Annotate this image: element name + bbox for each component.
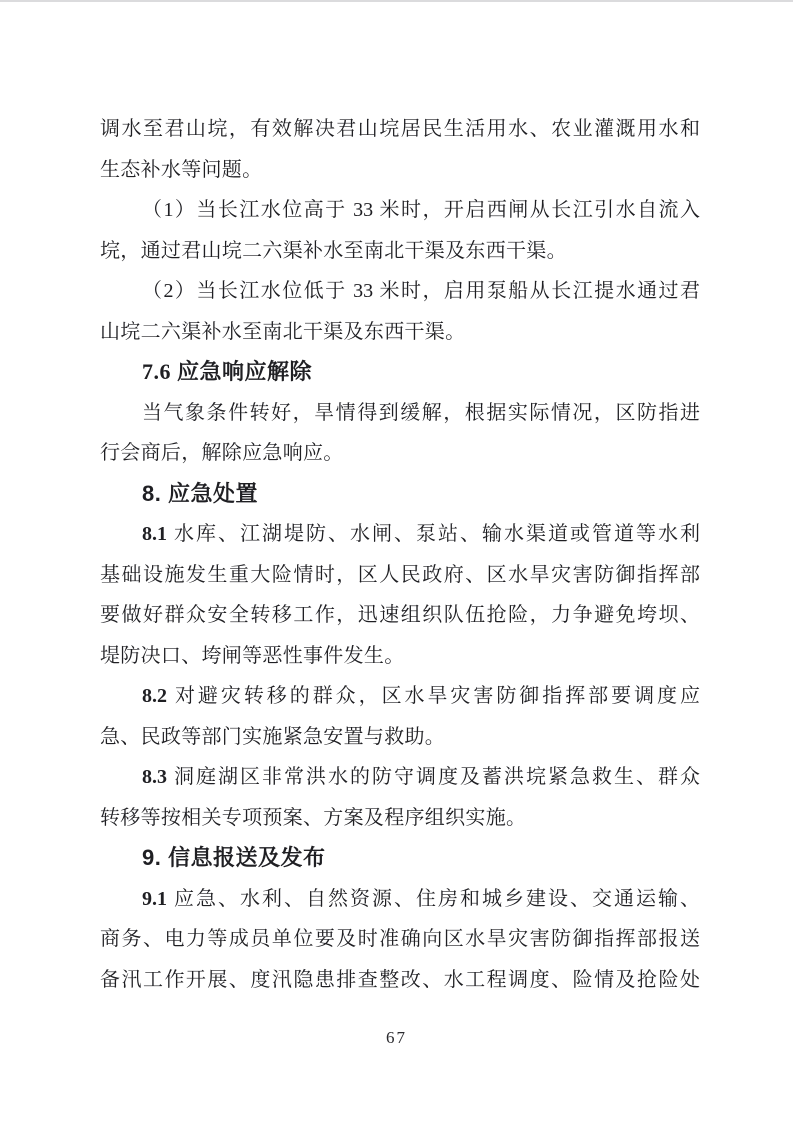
bold-text-run: 8.2 bbox=[142, 685, 167, 707]
text-line bbox=[100, 636, 700, 677]
page-footer bbox=[0, 1028, 793, 1048]
heading-line bbox=[100, 352, 700, 393]
text-line bbox=[100, 150, 700, 191]
text-run: 行会商后，解除应急响应。 bbox=[100, 442, 344, 464]
text-line bbox=[100, 231, 700, 272]
text-run: 垸，通过君山垸二六渠补水至南北干渠及东西干渠。 bbox=[100, 239, 567, 262]
heading-line bbox=[100, 474, 700, 515]
text-run: 基础设施发生重大险情时，区人民政府、区水旱灾害防御指挥部 bbox=[100, 563, 700, 586]
text-run: 调水至君山垸，有效解决君山垸居民生活用水、农业灌溉用水和 bbox=[100, 118, 700, 140]
text-run: 商务、电力等成员单位要及时准确向区水旱灾害防御指挥部报送 bbox=[100, 928, 700, 950]
text-line bbox=[100, 555, 700, 596]
bold-text-run: 8. 应急处置 bbox=[142, 480, 258, 506]
text-run: 当气象条件转好，旱情得到缓解，根据实际情况，区防指进 bbox=[142, 401, 700, 424]
text-line bbox=[100, 393, 700, 434]
text-line bbox=[100, 676, 700, 717]
text-run: 生态补水等问题。 bbox=[100, 158, 263, 181]
text-run: 应急、水利、自然资源、住房和城乡建设、交通运输、 bbox=[167, 887, 700, 910]
heading-line bbox=[100, 838, 700, 879]
text-run: （1）当长江水位高于 33 米时，开启西闸从长江引水自流入 bbox=[142, 199, 700, 221]
bold-text-run: 9.1 bbox=[142, 887, 167, 910]
text-run: 山垸二六渠补水至南北干渠及东西干渠。 bbox=[100, 320, 466, 343]
bold-text-run: 9. 信息报送及发布 bbox=[142, 845, 326, 870]
text-line bbox=[100, 433, 700, 474]
text-run: 备汛工作开展、度汛隐患排查整改、水工程调度、险情及抢险处 bbox=[100, 968, 700, 991]
text-line bbox=[100, 271, 700, 312]
text-run: 水库、江湖堤防、水闸、泵站、输水渠道或管道等水利 bbox=[167, 523, 700, 545]
text-run: 洞庭湖区非常洪水的防守调度及蓄洪垸紧急救生、群众 bbox=[167, 766, 700, 788]
page-number: 67 bbox=[386, 1028, 407, 1047]
bold-text-run: 7.6 应急响应解除 bbox=[142, 359, 313, 384]
text-line bbox=[100, 919, 700, 960]
text-line bbox=[100, 717, 700, 758]
page-top-edge bbox=[0, 0, 793, 2]
text-line bbox=[100, 757, 700, 798]
bold-text-run: 8.1 bbox=[142, 523, 167, 545]
text-run: 堤防决口、垮闸等恶性事件发生。 bbox=[100, 644, 405, 667]
text-line bbox=[100, 879, 700, 920]
text-run: 急、民政等部门实施紧急安置与救助。 bbox=[100, 725, 446, 748]
text-line bbox=[100, 514, 700, 555]
text-line bbox=[100, 109, 700, 150]
text-run: 转移等按相关专项预案、方案及程序组织实施。 bbox=[100, 806, 527, 829]
text-run: （2）当长江水位低于 33 米时，启用泵船从长江提水通过君 bbox=[142, 280, 700, 302]
text-line bbox=[100, 595, 700, 636]
text-line bbox=[100, 798, 700, 839]
text-line bbox=[100, 312, 700, 353]
bold-text-run: 8.3 bbox=[142, 766, 167, 788]
text-line bbox=[100, 190, 700, 231]
text-run: 要做好群众安全转移工作，迅速组织队伍抢险，力争避免垮坝、 bbox=[100, 604, 700, 626]
text-run: 对避灾转移的群众，区水旱灾害防御指挥部要调度应 bbox=[167, 685, 700, 707]
text-line bbox=[100, 960, 700, 1001]
document-body bbox=[100, 109, 700, 1000]
